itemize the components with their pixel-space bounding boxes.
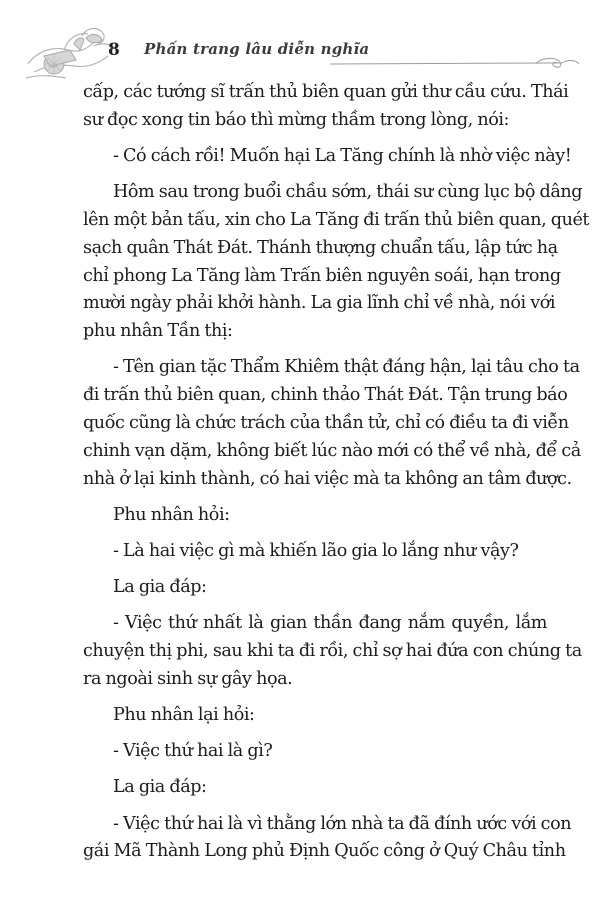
- text-line: chỉ phong La Tăng làm Trấn biên nguyên soái, hạn trong: [83, 265, 561, 286]
- text-line: gái Mã Thành Long phủ Định Quốc công ở Quý Châu tỉnh: [83, 841, 566, 862]
- text-line: - Việc thứ nhất là gian thần đang nắm quyền, lắm: [113, 613, 547, 634]
- text-line: nhà ở lại kinh thành, có hai việc mà ta không an tâm được.: [83, 468, 572, 489]
- text-line: quốc cũng là chức trách của thần tử, chỉ có điều ta đi viễn: [83, 412, 569, 433]
- paragraph: [83, 538, 547, 566]
- paragraph: [83, 502, 547, 530]
- paragraph: [83, 811, 572, 867]
- text-line: lên một bản tấu, xin cho La Tăng đi trấn thủ biên quan, quét: [83, 209, 590, 230]
- text-line: chuyện thị phi, sau khi ta đi rồi, chỉ sợ hai đứa con chúng ta: [83, 641, 582, 662]
- paragraph: [83, 610, 582, 693]
- text-line: cấp, các tướng sĩ trấn thủ biên quan gửi thư cầu cứu. Thái: [83, 82, 569, 102]
- paragraph: [83, 738, 547, 766]
- text-line: sạch quân Thát Đát. Thánh thượng chuẩn tấu, lập tức hạ: [83, 237, 558, 258]
- paragraph: [83, 143, 572, 171]
- paragraph: [83, 702, 547, 730]
- text-line: La gia đáp:: [113, 777, 207, 798]
- text-line: phu nhân Tần thị:: [83, 321, 233, 342]
- text-line: - Có cách rồi! Muốn hại La Tăng chính là nhờ việc này!: [113, 145, 572, 166]
- text-line: - Tên gian tặc Thẩm Khiêm thật đáng hận, lại tâu cho ta: [113, 357, 580, 378]
- paragraph: [83, 774, 547, 802]
- text-line: La gia đáp:: [113, 577, 207, 598]
- running-title: Phấn trang lâu diễn nghĩa: [144, 40, 370, 58]
- body-text: [83, 79, 590, 866]
- text-line: ra ngoài sinh sự gây họa.: [83, 668, 293, 689]
- paragraph: [83, 179, 590, 346]
- text-line: Phu nhân hỏi:: [113, 504, 230, 525]
- text-line: đi trấn thủ biên quan, chinh thảo Thát Đát. Tận trung báo: [83, 385, 568, 406]
- text-line: Hôm sau trong buổi chầu sớm, thái sư cùng lục bộ dâng: [113, 182, 583, 203]
- paragraph: [83, 79, 569, 135]
- text-line: sư đọc xong tin báo thì mừng thầm trong lòng, nói:: [83, 109, 510, 130]
- page-number: 8: [108, 40, 120, 60]
- text-line: - Việc thứ hai là gì?: [113, 741, 273, 762]
- text-line: - Là hai việc gì mà khiến lão gia lo lắng như vậy?: [113, 540, 519, 561]
- text-line: chinh vạn dặm, không biết lúc nào mới có thể về nhà, để cả: [83, 440, 581, 461]
- paragraph: [83, 354, 581, 493]
- text-line: mười ngày phải khởi hành. La gia lĩnh chỉ về nhà, nói với: [83, 293, 556, 314]
- paragraph: [83, 574, 547, 602]
- text-line: - Việc thứ hai là vì thằng lớn nhà ta đã đính ước với con: [113, 813, 572, 834]
- text-line: Phu nhân lại hỏi:: [113, 705, 255, 726]
- header-swirl-rule: [330, 56, 580, 70]
